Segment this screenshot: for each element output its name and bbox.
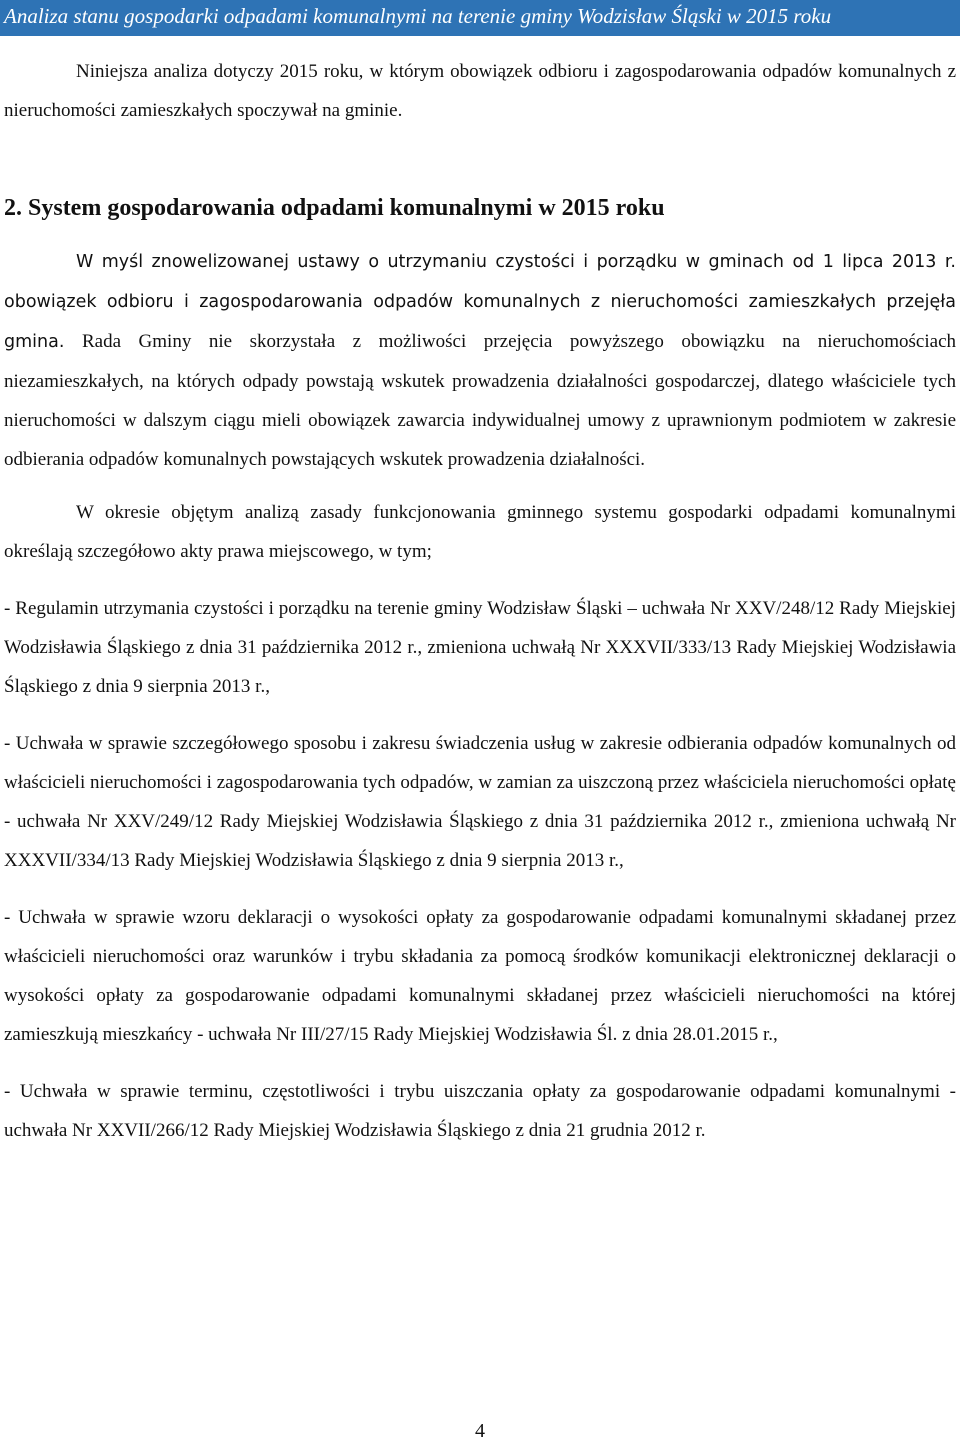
- legal-act-item-3: - Uchwała w sprawie wzoru deklaracji o wysokości opłaty za gospodarowanie odpadami komunalnymi składanej przez właścicieli nieruchomości oraz warunków i trybu składania za pomocą środków komunikacji elektronicznej deklaracji o wysokości opłaty za gospodarowanie odpadami komunalnymi składanej przez właścicieli nieruchomości na której zamieszkują mieszkańcy - uchwała Nr III/27/15 Rady Miejskiej Wodzisławia Śl. z dnia 28.01.2015 r.,: [4, 907, 956, 1045]
- section-heading: 2. System gospodarowania odpadami komunalnymi w 2015 roku: [4, 195, 665, 221]
- document-body: [4, 36, 956, 1150]
- paragraph-1: [4, 242, 956, 479]
- document-header: [0, 0, 960, 36]
- paragraph-1-part-a: W myśl znowelizowanej ustawy o utrzymaniu czystości i porządku w gminach od 1 lipca 2013 r. obowiązek odbioru i zagospodarowania odpadów komunalnych z nieruchomości zamieszkałych przejęła gmina.: [4, 252, 956, 352]
- legal-act-item-4: - Uchwała w sprawie terminu, częstotliwości i trybu uiszczania opłaty za gospodarowanie odpadami komunalnymi - uchwała Nr XXVII/266/12 Rady Miejskiej Wodzisławia Śląskiego z dnia 21 grudnia 2012 r.: [4, 1081, 956, 1141]
- legal-act-item-2: - Uchwała w sprawie szczegółowego sposobu i zakresu świadczenia usług w zakresie odbierania odpadów komunalnych od właścicieli nieruchomości i zagospodarowania tych odpadów, w zamian za uiszczoną przez właściciela nieruchomości opłatę - uchwała Nr XXV/249/12 Rady Miejskiej Wodzisławia Śląskiego z dnia 31 października 2012 r., zmieniona uchwałą Nr XXXVII/334/13 Rady Miejskiej Wodzisławia Śląskiego z dnia 9 sierpnia 2013 r.,: [4, 733, 956, 871]
- paragraph-2: W okresie objętym analizą zasady funkcjonowania gminnego systemu gospodarki odpadami komunalnymi określają szczegółowo akty prawa miejscowego, w tym;: [4, 502, 956, 562]
- paragraph-1-part-b: Rada Gminy nie skorzystała z możliwości przejęcia powyższego obowiązku na nieruchomościach niezamieszkałych, na których odpady powstają wskutek prowadzenia działalności gospodarczej, dlatego właściciele tych nieruchomości w dalszym ciągu mieli obowiązek zawarcia indywidualnej umowy z uprawnionym podmiotem w zakresie odbierania odpadów komunalnych powstających wskutek prowadzenia działalności.: [4, 331, 956, 470]
- legal-act-item-1: - Regulamin utrzymania czystości i porządku na terenie gminy Wodzisław Śląski – uchwała Nr XXV/248/12 Rady Miejskiej Wodzisławia Śląskiego z dnia 31 października 2012 r., zmieniona uchwałą Nr XXXVII/333/13 Rady Miejskiej Wodzisławia Śląskiego z dnia 9 sierpnia 2013 r.,: [4, 598, 956, 697]
- page-number: 4: [475, 1420, 485, 1442]
- intro-paragraph: Niniejsza analiza dotyczy 2015 roku, w którym obowiązek odbioru i zagospodarowania odpadów komunalnych z nieruchomości zamieszkałych spoczywał na gminie.: [4, 61, 956, 121]
- document-header-title: Analiza stanu gospodarki odpadami komunalnymi na terenie gminy Wodzisław Śląski w 2015 roku: [4, 4, 832, 28]
